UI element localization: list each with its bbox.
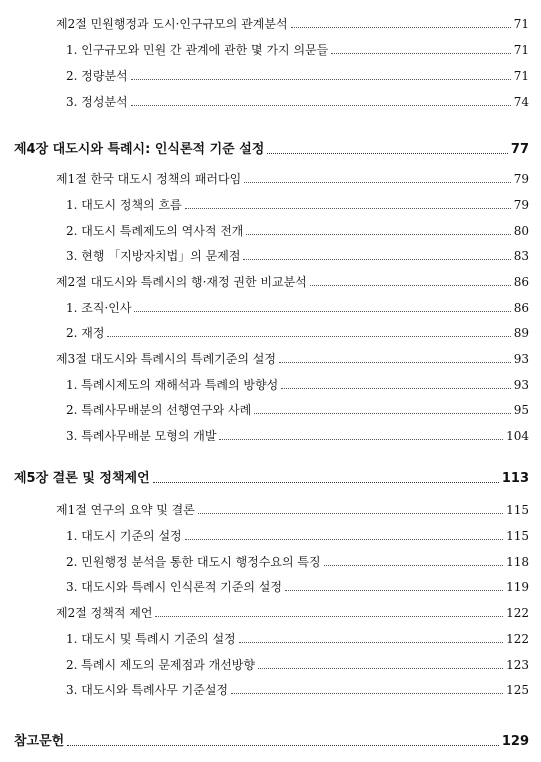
toc-entry-title: 2. 재정 [66,326,105,340]
toc-entry[interactable] [66,37,529,59]
toc-entry-title: 2. 특례사무배분의 선행연구와 사례 [66,403,252,417]
toc-entry-page: 80 [513,224,529,238]
toc-entry-page: 71 [513,69,529,83]
toc-entry-title: 제2절 민원행정과 도시·인구규모의 관계분석 [56,17,288,31]
toc-entry[interactable] [66,523,529,545]
toc-entry-page: 71 [513,43,529,57]
dot-leader [267,153,508,154]
toc-entry-title: 2. 대도시 특례제도의 역사적 전개 [66,224,244,238]
toc-entry[interactable] [66,549,529,571]
dot-leader [244,182,511,183]
toc-entry-page: 115 [506,503,529,517]
dot-leader [310,285,511,286]
toc-entry-page: 89 [513,326,529,340]
toc-entry[interactable] [66,372,529,394]
toc-entry-page: 83 [513,249,529,263]
dot-leader [291,27,511,28]
toc-chapter-title: 제4장 대도시와 특례시: 인식론적 기준 설정 [14,142,265,157]
toc-entry-page: 122 [506,632,529,646]
toc-entry[interactable] [66,574,529,596]
toc-entry-title: 제2절 정책적 제언 [56,606,153,620]
toc-chapter-title: 참고문헌 [14,734,65,749]
toc-entry-page: 115 [506,529,529,543]
toc-entry-page: 119 [506,580,529,594]
toc-entry[interactable] [56,497,529,519]
dot-leader [239,642,503,643]
toc-entry[interactable] [66,243,529,265]
dot-leader [185,539,503,540]
dot-leader [131,79,511,80]
toc-entry[interactable] [66,295,529,317]
toc-entry-page: 118 [506,555,529,569]
toc-entry-title: 제2절 대도시와 특례시의 행·재정 권한 비교분석 [56,275,307,289]
toc-chapter-title: 제5장 결론 및 정책제언 [14,471,150,486]
toc-entry-page: 74 [513,95,529,109]
toc-entry[interactable] [66,626,529,648]
toc-entry-title: 1. 대도시 정책의 흐름 [66,198,182,212]
dot-leader [285,590,503,591]
toc-entry[interactable] [66,89,529,111]
dot-leader [153,482,499,483]
toc-entry-title: 1. 대도시 기준의 설정 [66,529,182,543]
toc-entry-title: 1. 특례시제도의 재해석과 특례의 방향성 [66,378,279,392]
toc-entry[interactable] [66,320,529,342]
dot-leader [246,234,510,235]
toc-chapter[interactable] [14,729,529,751]
toc-entry-page: 79 [513,172,529,186]
dot-leader [324,565,504,566]
toc-chapter-page: 77 [510,142,529,157]
toc-entry-title: 2. 특례시 제도의 문제점과 개선방향 [66,658,255,672]
dot-leader [254,413,511,414]
toc-entry-page: 95 [513,403,529,417]
toc-entry[interactable] [66,677,529,699]
toc-entry-title: 3. 현행 「지방자치법」의 문제점 [66,249,241,263]
toc-chapter-page: 129 [501,734,529,749]
toc-entry[interactable] [56,600,529,622]
toc-entry-page: 93 [513,378,529,392]
toc-entry[interactable] [66,652,529,674]
toc-entry-page: 123 [506,658,529,672]
dot-leader [131,105,511,106]
dot-leader [198,513,503,514]
dot-leader [134,311,510,312]
toc-chapter[interactable] [14,137,529,159]
toc-entry-title: 제1절 연구의 요약 및 결론 [56,503,195,517]
toc-chapter[interactable] [14,466,529,488]
toc-entry-page: 86 [513,301,529,315]
toc-entry-title: 제1절 한국 대도시 정책의 패러다임 [56,172,242,186]
dot-leader [107,336,510,337]
toc-entry-page: 86 [513,275,529,289]
toc-entry-title: 3. 대도시와 특례사무 기준설정 [66,683,228,697]
toc-entry[interactable] [56,346,529,368]
toc-entry[interactable] [56,166,529,188]
toc-entry-page: 71 [513,17,529,31]
dot-leader [67,745,499,746]
toc-chapter-page: 113 [501,471,529,486]
toc-entry[interactable] [66,63,529,85]
toc-entry-page: 122 [506,606,529,620]
dot-leader [258,668,503,669]
dot-leader [279,362,511,363]
toc-entry-title: 제3절 대도시와 특례시의 특례기준의 설정 [56,352,276,366]
toc-entry-title: 1. 인구규모와 민원 간 관계에 관한 몇 가지 의문들 [66,43,329,57]
dot-leader [219,439,503,440]
toc-entry[interactable] [66,423,529,445]
toc-entry-page: 79 [513,198,529,212]
dot-leader [281,388,511,389]
toc-entry[interactable] [66,218,529,240]
toc-entry[interactable] [66,192,529,214]
toc-entry-page: 125 [506,683,529,697]
dot-leader [331,53,511,54]
toc-entry-title: 2. 민원행정 분석을 통한 대도시 행정수요의 특징 [66,555,321,569]
toc-entry-title: 1. 조직·인사 [66,301,132,315]
toc-entry[interactable] [56,269,529,291]
dot-leader [155,616,503,617]
dot-leader [231,693,503,694]
toc-entry-page: 93 [513,352,529,366]
toc-entry-title: 2. 정량분석 [66,69,128,83]
toc-entry-title: 3. 정성분석 [66,95,128,109]
toc-entry-title: 3. 대도시와 특례시 인식론적 기준의 설정 [66,580,282,594]
toc-entry[interactable] [66,397,529,419]
toc-entry-title: 1. 대도시 및 특례시 기준의 설정 [66,632,236,646]
dot-leader [185,208,511,209]
toc-entry-page: 104 [506,429,529,443]
toc-entry-title: 3. 특례사무배분 모형의 개발 [66,429,217,443]
toc-entry[interactable] [56,11,529,33]
dot-leader [243,259,510,260]
